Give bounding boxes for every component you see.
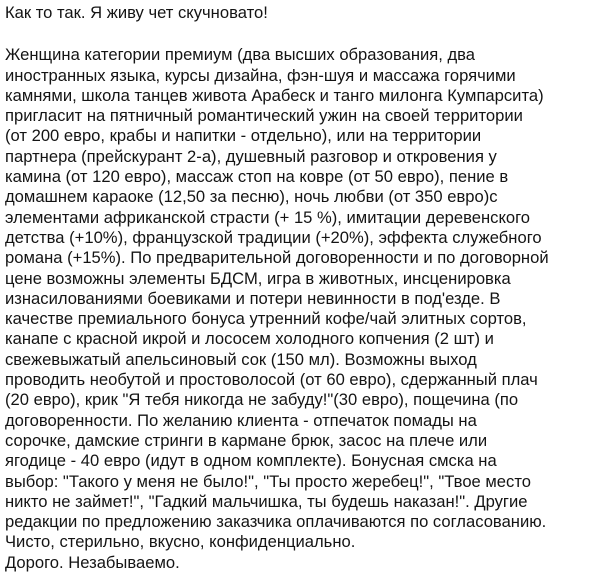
post-body-line: (20 евро), крик "Я тебя никогда не забуду!"(30 евро), пощечина (по	[5, 390, 519, 410]
post-body-line: свежевыжатый апельсиновый сок (150 мл). Возможны выход	[5, 349, 477, 369]
post-body-line: никто не займет!", "Гадкий мальчишка, ты будешь наказан!". Другие	[5, 491, 528, 511]
post-text-block	[5, 3, 597, 573]
post-heading: Как то так. Я живу чет скучновато!	[5, 3, 268, 22]
post-body-line: цене возможны элементы БДСМ, игра в животных, инсценировка	[5, 268, 511, 288]
post-body-line: камнями, школа танцев живота Арабеск и танго милонга Кумпарсита)	[5, 85, 544, 105]
post-body-line: сорочке, дамские стринги в кармане брюк, засос на плече или	[5, 430, 488, 450]
post-body	[5, 45, 597, 573]
post-body-line: иностранных языка, курсы дизайна, фэн-шуя и массажа горячими	[5, 65, 516, 85]
post-body-line: домашнем караоке (12,50 за песню), ночь любви (от 350 евро)с	[5, 187, 498, 207]
post-body-line: пригласит на пятничный романтический ужин на своей территории	[5, 106, 523, 126]
post-body-line: выбор: "Такого у меня не было!", "Ты просто жеребец!", "Твое место	[5, 471, 531, 491]
post-body-line: ягодице - 40 евро (идут в одном комплекте). Бонусная смска на	[5, 451, 497, 471]
post-body-line: редакции по предложению заказчика оплачиваются по согласованию.	[5, 512, 547, 532]
post-body-line: канапе с красной икрой и лососем холодного копчения (2 шт) и	[5, 329, 494, 349]
post-body-line: (от 200 евро, крабы и напитки - отдельно), или на территории	[5, 126, 482, 146]
post-body-line: партнера (прейскурант 2-а), душевный разговор и откровения у	[5, 146, 497, 166]
post-body-line: изнасилованиями боевиками и потери невинности в под'езде. В	[5, 288, 501, 308]
post-body-line: проводить необутой и простоволосой (от 60 евро), сдержанный плач	[5, 370, 538, 390]
post-body-line: Чисто, стерильно, вкусно, конфиденциально.	[5, 532, 356, 552]
post-body-line: Женщина категории премиум (два высших образования, два	[5, 45, 476, 65]
post-body-line: качестве премиального бонуса утренний кофе/чай элитных сортов,	[5, 309, 527, 329]
post-body-line: романа (+15%). По предварительной договоренности и по договорной	[5, 248, 549, 268]
post-body-line: Дорого. Незабываемо.	[5, 552, 180, 572]
post-body-line: договоренности. По желанию клиента - отпечаток помады на	[5, 410, 477, 430]
post-body-line: камина (от 120 евро), массаж стоп на ковре (от 50 евро), пение в	[5, 167, 509, 187]
post-body-line: детства (+10%), французской традиции (+20%), эффекта служебного	[5, 227, 542, 247]
paragraph-gap	[5, 23, 597, 45]
post-body-line: элементами африканской страсти (+ 15 %), имитации деревенского	[5, 207, 531, 227]
